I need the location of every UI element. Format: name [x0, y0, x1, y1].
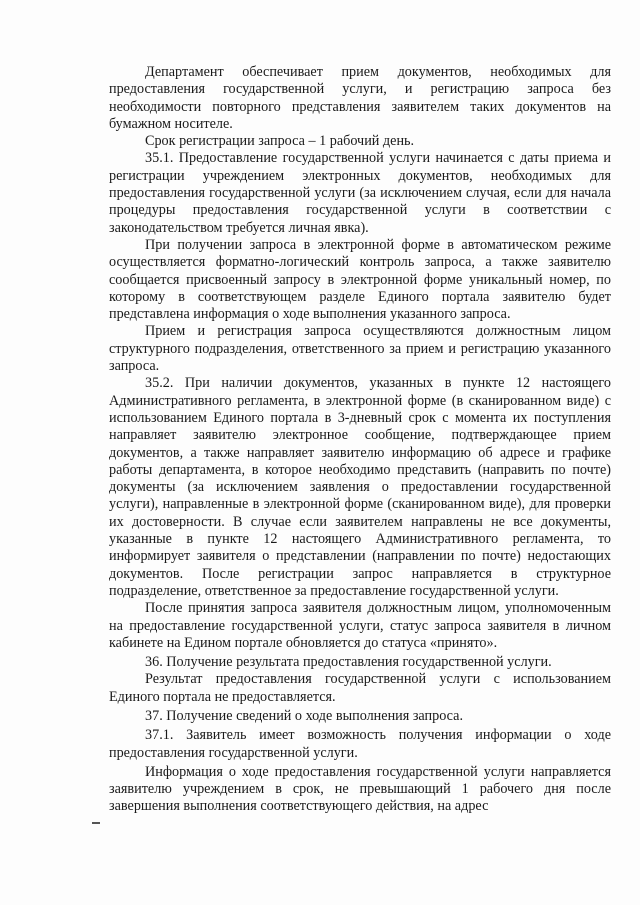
- paragraph-status-accepted: После принятия запроса заявителя должностным лицом, уполномоченным на предоставление государственной услуги, статус запроса заявителя в личном кабинете на Едином портале обновляется до статуса «принято».: [109, 600, 611, 651]
- paragraph-intake: Департамент обеспечивает прием документов, необходимых для предоставления государственной услуги, и регистрацию запроса без необходимости повторного представления заявителем таких документов на бумажном носителе.: [109, 64, 611, 132]
- paragraph-progress-info: Информация о ходе предоставления государственной услуги направляется заявителю учреждением в срок, не превышающий 1 рабочего дня после завершения выполнения соответствующего действия, на адрес: [109, 763, 611, 815]
- paragraph-result: Результат предоставления государственной услуги с использованием Единого портала не предоставляется.: [109, 671, 611, 705]
- paragraph-35-1: 35.1. Предоставление государственной услуги начинается с даты приема и регистрации учреждением электронных документов, необходимых для предоставления государственной услуги (за исключением случая, если для начала процедуры предоставления государственной услуги в соответствии с законодательством требуется личная явка).: [109, 150, 611, 236]
- paragraph-electronic-control: При получении запроса в электронной форме в автоматическом режиме осуществляется форматно-логический контроль запроса, а также заявителю сообщается присвоенный запросу в электронной форме уникальный номер, по которому в соответствующем разделе Единого портала заявителю будет представлена информация о ходе выполнения указанного запроса.: [109, 236, 611, 323]
- paragraph-36-heading: 36. Получение результата предоставления государственной услуги.: [145, 654, 552, 671]
- paragraph-35-2: 35.2. При наличии документов, указанных в пункте 12 настоящего Административного регламента, в электронной форме (в сканированном виде) с использованием Единого портала в 3-дневный срок с момента их поступления направляет заявителю электронное сообщение, подтверждающее прием документов, а также направляет заявителю информацию об адресе и графике работы департамента, в которое необходимо представить (направить по почте) документы (за исключением заявления о предоставлении государственной услуги), направленные в электронной форме (сканированном виде), для проверки их достоверности. В случае если заявителем направлены не все документы, указанные в пункте 12 настоящего Административного регламента, то информирует заявителя о представлении (направлении по почте) недостающих документов. После регистрации запрос направляется в структурное подразделение, ответственное за предоставление государственной услуги.: [109, 375, 611, 599]
- paragraph-37-1: 37.1. Заявитель имеет возможность получения информации о ходе предоставления государственной услуги.: [109, 727, 611, 761]
- document-page: [109, 64, 611, 816]
- paragraph-37-heading: 37. Получение сведений о ходе выполнения запроса.: [145, 707, 463, 724]
- paragraph-registration-term: Срок регистрации запроса – 1 рабочий день.: [145, 133, 415, 150]
- paragraph-reception: Прием и регистрация запроса осуществляются должностным лицом структурного подразделения, ответственного за прием и регистрацию указанного запроса.: [109, 323, 611, 375]
- scan-artifact: [92, 822, 100, 824]
